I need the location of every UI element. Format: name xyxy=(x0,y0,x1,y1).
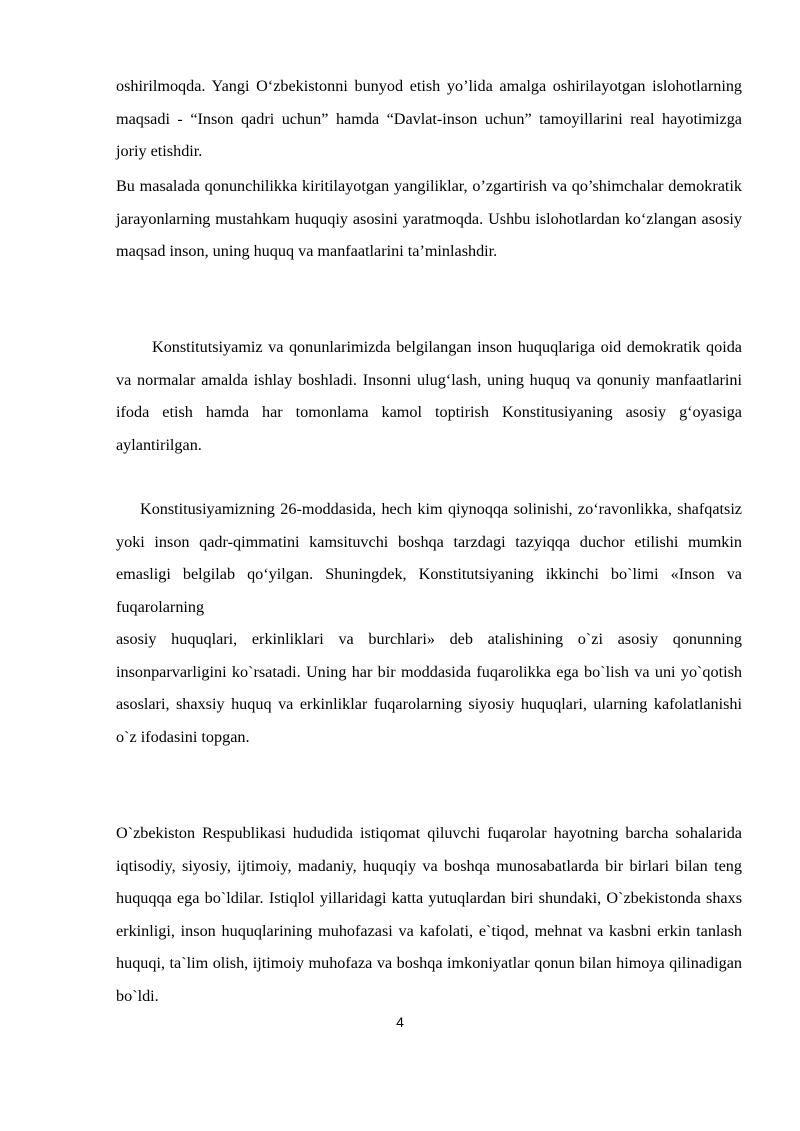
paragraph-4 xyxy=(116,493,742,753)
paragraph-4-part-2: asosiy huquqlari, erkinliklari va burchlari» deb atalishining o`zi asosiy qonunning insonparvarligini ko`rsatadi. Uning har bir moddasida fuqarolikka ega bo`lish va uni yo`qotish asoslari, shaxsiy huquq va erkinliklar fuqarolarning siyosiy huquqlari, ularning kafolatlanishi o`z ifodasini topgan. xyxy=(116,630,742,746)
paragraph-3: Konstitutsiyamiz va qonunlarimizda belgilangan inson huquqlariga oid demokratik qoida va normalar amalda ishlay boshladi. Insonni ulug‘lash, uning huquq va qonuniy manfaatlarini ifoda etish hamda har tomonlama kamol toptirish Konstitusiyaning asosiy g‘oyasiga aylantirilgan. xyxy=(116,338,742,454)
page-number: 4 xyxy=(396,1014,404,1030)
paragraph-5: O`zbekiston Respublikasi hududida istiqomat qiluvchi fuqarolar hayotning barcha sohalarida iqtisodiy, siyosiy, ijtimoiy, madaniy, huquqiy va boshqa munosabatlarda bir birlari bilan teng huquqqa ega bo`ldilar. Istiqlol yillaridagi katta yutuqlardan biri shundaki, O`zbekistonda shaxs erkinligi, inson huquqlarining muhofazasi va kafolati, e`tiqod, mehnat va kasbni erkin tanlash huquqi, ta`lim olish, ijtimoiy muhofaza va boshqa imkoniyatlar qonun bilan himoya qilinadigan bo`ldi. xyxy=(116,824,742,1005)
paragraph-1: oshirilmoqda. Yangi O‘zbekistonni bunyod etish yo’lida amalga oshirilayotgan islohotlarning maqsadi - “Inson qadri uchun” hamda “Davlat-inson uchun” tamoyillarini real hayotimizga joriy etishdir. xyxy=(116,77,742,160)
paragraph-4-part-1: Konstitusiyamizning 26-moddasida, hech kim qiynoqqa solinishi, zo‘ravonlikka, shafqatsiz yoki inson qadr-qimmatini kamsituvchi boshqa tarzdagi tazyiqqa duchor etilishi mumkin emasligi belgilab qo‘yilgan. Shuningdek, Konstitutsiyaning ikkinchi bo`limi «Inson va fuqarolarning xyxy=(116,500,742,616)
paragraph-2: Bu masalada qonunchilikka kiritilayotgan yangiliklar, o’zgartirish va qo’shimchalar demokratik jarayonlarning mustahkam huquqiy asosini yaratmoqda. Ushbu islohotlardan ko‘zlangan asosiy maqsad inson, uning huquq va manfaatlarini ta’minlashdir. xyxy=(116,177,742,260)
